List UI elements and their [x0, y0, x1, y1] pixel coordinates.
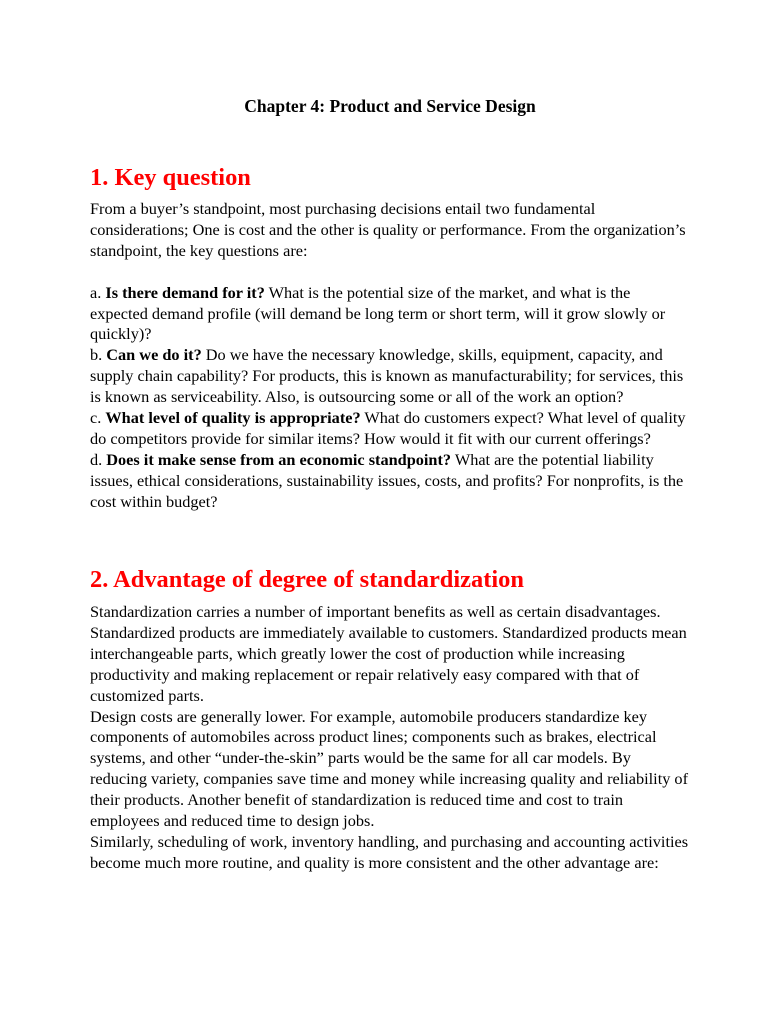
- paragraph: Standardization carries a number of important benefits as well as certain disadvantages.: [90, 602, 661, 621]
- section-heading-standardization: 2. Advantage of degree of standardization: [90, 566, 524, 593]
- paragraph: Design costs are generally lower. For example, automobile producers standardize key components of automobiles across product lines; components such as brakes, electrical systems, and other “under-the-skin” parts would be the same for all car models. By reducing variety, companies save time and money while increasing quality and reliability of their products. Another benefit of standardization is reduced time and cost to train employees and reduced time to design jobs.: [90, 706, 688, 831]
- list-item-prefix: d.: [90, 449, 107, 469]
- list-item-text: Do we have the necessary knowledge, skills, equipment, capacity, and supply chain capability? For products, this is known as manufacturability; for services, this is known as serviceability. Also, is outsourcing some or all of the work an option?: [90, 345, 684, 407]
- blank-line: [90, 262, 690, 283]
- list-item-question: What level of quality is appropriate?: [105, 408, 361, 428]
- list-item-question: Does it make sense from an economic standpoint?: [106, 449, 452, 469]
- list-item-text: What do customers expect? What level of quality do competitors provide for similar items? How would it fit with our current offerings?: [90, 408, 686, 448]
- list-item: [90, 345, 690, 408]
- list-item-prefix: c.: [90, 408, 106, 428]
- paragraph: Similarly, scheduling of work, inventory handling, and purchasing and accounting activities become much more routine, and quality is more consistent and the other advantage are:: [90, 831, 689, 872]
- list-item-text: What is the potential size of the market, and what is the expected demand profile (will demand be long term or short term, will it grow slowly or quickly)?: [90, 282, 666, 344]
- list-item: [90, 450, 690, 513]
- section-key-question-body: [90, 199, 690, 513]
- list-item-question: Is there demand for it?: [105, 282, 265, 302]
- page-title: Chapter 4: Product and Service Design: [244, 96, 536, 116]
- section-heading-key-question: 1. Key question: [90, 164, 251, 191]
- list-item: [90, 283, 690, 346]
- list-item-question: Can we do it?: [106, 345, 202, 365]
- list-item-prefix: a.: [90, 282, 106, 302]
- list-item-text: What are the potential liability issues, ethical considerations, sustainability issues, costs, and profits? For nonprofits, is the cost within budget?: [90, 449, 684, 511]
- list-item: [90, 408, 690, 450]
- paragraph: Standardized products are immediately available to customers. Standardized products mean interchangeable parts, which greatly lower the cost of production while increasing productivity and making replacement or repair relatively easy compared with that of customized parts.: [90, 622, 687, 705]
- key-question-intro: From a buyer’s standpoint, most purchasing decisions entail two fundamental considerations; One is cost and the other is quality or performance. From the organization’s standpoint, the key questions are:: [90, 199, 686, 260]
- section-standardization-body: [90, 602, 690, 874]
- list-item-prefix: b.: [90, 345, 107, 365]
